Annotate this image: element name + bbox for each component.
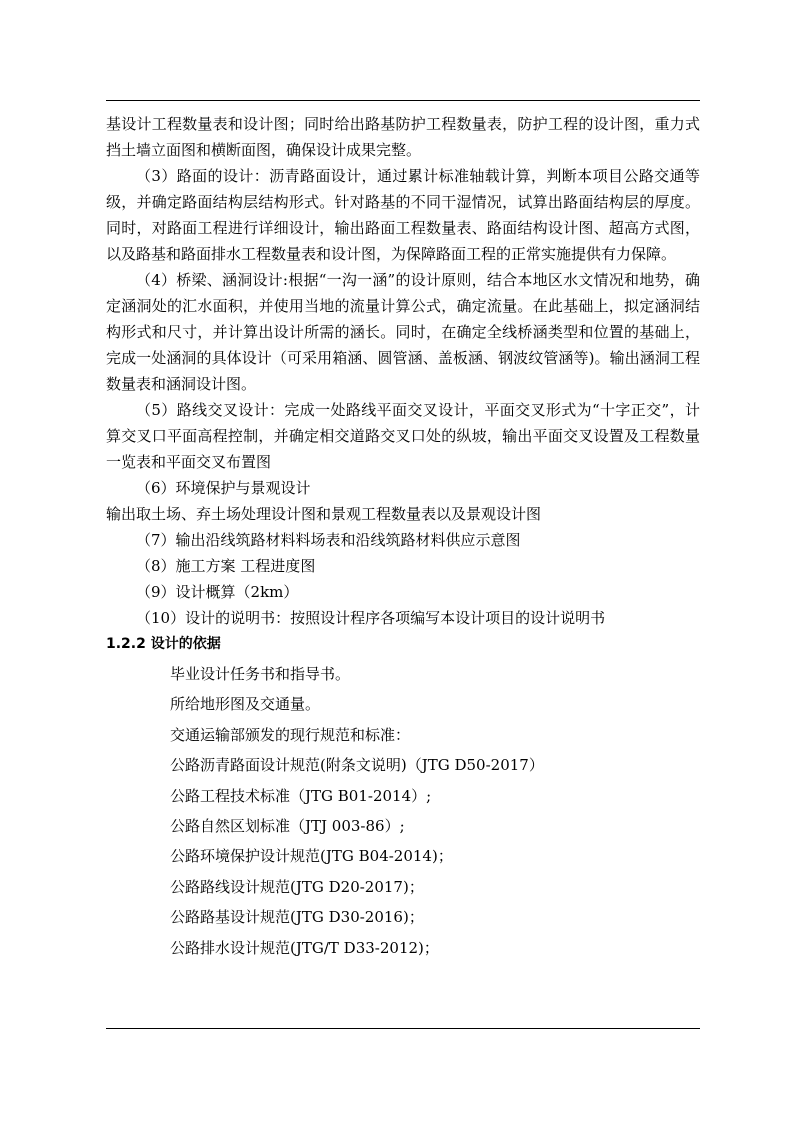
reference-item: 公路排水设计规范(JTG/T D33-2012)；: [170, 938, 439, 957]
document-body: [106, 111, 700, 963]
paragraph-budget: （9）设计概算（2km）: [136, 583, 299, 601]
header-rule: [106, 100, 700, 101]
paragraph-environment-output: 输出取土场、弃土场处理设计图和景观工程数量表以及景观设计图: [106, 505, 542, 523]
reference-item: 公路环境保护设计规范(JTG B04-2014)；: [170, 847, 453, 866]
reference-item: 所给地形图及交通量。: [170, 695, 321, 714]
paragraph-bridge-culvert-design: （4）桥梁、涵洞设计:根据“一沟一涵”的设计原则，结合本地区水文情况和地势，确定涵洞处的汇水面积，并使用当地的流量计算公式，确定流量。在此基础上，拟定涵洞结构形式和尺寸，并计算出设计所需的涵长。同时，在确定全线桥涵类型和位置的基础上，完成一处涵洞的具体设计（可采用箱涵、圆管涵、盖板涵、钢波纹管涵等)。输出涵洞工程数量表和涵洞设计图。: [106, 271, 700, 393]
reference-item: 公路路线设计规范(JTG D20-2017)；: [170, 877, 424, 896]
paragraph-environment-heading: （6）环境保护与景观设计: [136, 479, 311, 497]
paragraph-construction-plan: （8）施工方案 工程进度图: [136, 557, 316, 575]
reference-item: 交通运输部颁发的现行规范和标准：: [170, 725, 411, 744]
reference-item: 毕业设计任务书和指导书。: [170, 665, 351, 683]
reference-list: [170, 659, 700, 963]
paragraph-roadbed-continuation: 基设计工程数量表和设计图；同时给出路基防护工程数量表，防护工程的设计图，重力式挡土墙立面图和横断面图，确保设计成果完整。: [106, 115, 700, 159]
paragraph-specification: （10）设计的说明书：按照设计程序各项编写本设计项目的设计说明书: [136, 609, 606, 627]
reference-item: 公路沥青路面设计规范(附条文说明)（JTG D50-2017）: [170, 756, 544, 775]
paragraph-intersection-design: （5）路线交叉设计：完成一处路线平面交叉设计，平面交叉形式为“十字正交”，计算交叉口平面高程控制，并确定相交道路交叉口处的纵坡，输出平面交叉设置及工程数量一览表和平面交叉布置图: [106, 401, 700, 471]
reference-item: 公路路基设计规范(JTG D30-2016)；: [170, 908, 424, 927]
footer-rule: [106, 1028, 700, 1029]
paragraph-pavement-design: （3）路面的设计：沥青路面设计，通过累计标准轴载计算，判断本项目公路交通等级，并确定路面结构层结构形式。针对路基的不同干湿情况，试算出路面结构层的厚度。同时，对路面工程进行详细设计，输出路面工程数量表、路面结构设计图、超高方式图，以及路基和路面排水工程数量表和设计图，为保障路面工程的正常实施提供有力保障。: [106, 167, 700, 263]
paragraph-materials: （7）输出沿线筑路材料料场表和沿线筑路材料供应示意图: [136, 531, 521, 549]
reference-item: 公路自然区划标准（JTJ 003-86）;: [170, 817, 405, 836]
reference-item: 公路工程技术标准（JTG B01-2014）;: [170, 786, 432, 805]
section-heading: 1.2.2 设计的依据: [106, 636, 221, 652]
